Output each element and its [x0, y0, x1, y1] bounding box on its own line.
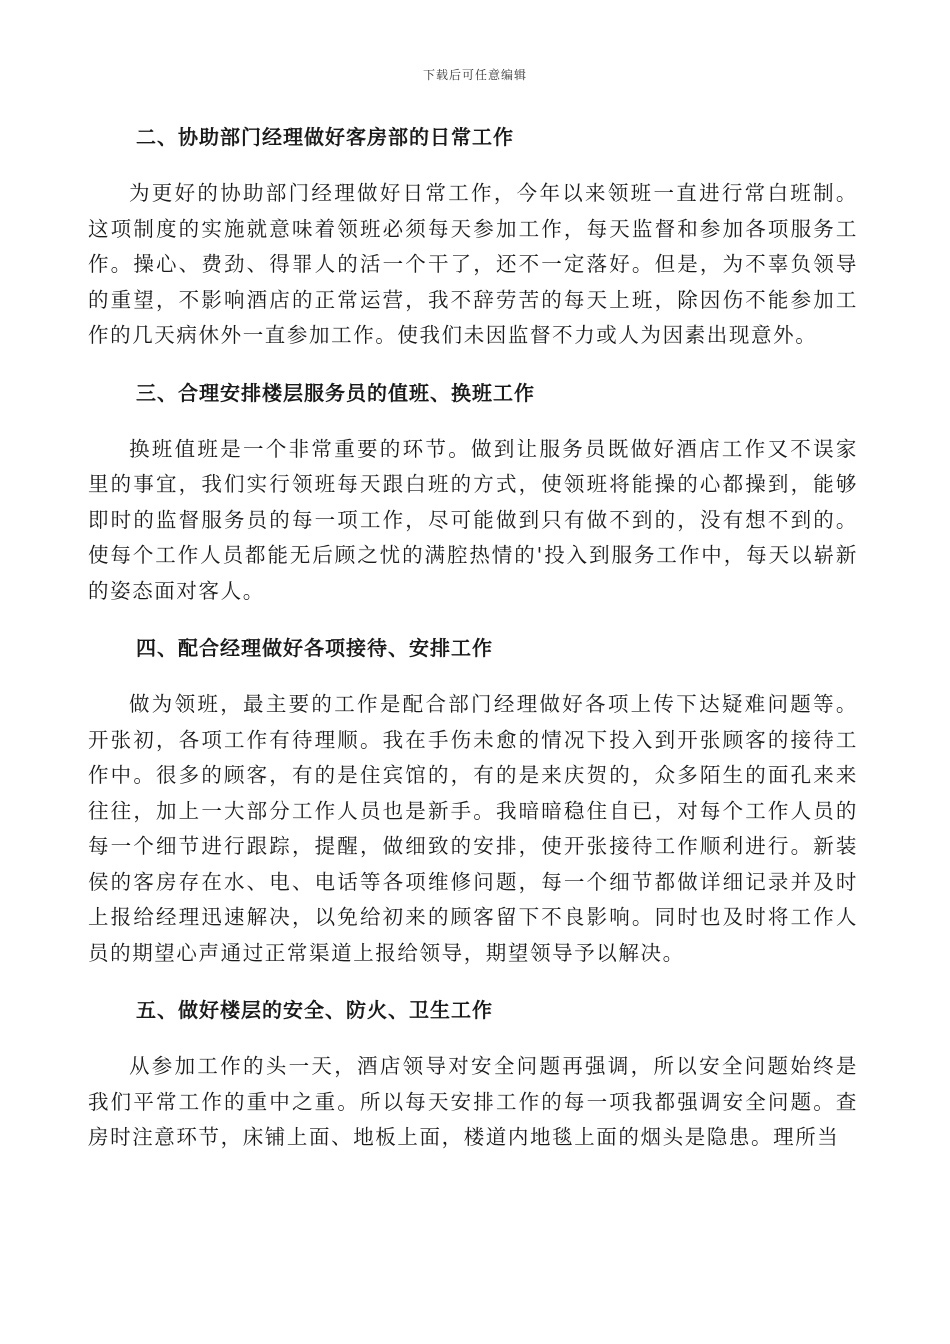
section-paragraph: 从参加工作的头一天，酒店领导对安全问题再强调，所以安全问题始终是我们平常工作的重中之重。所以每天安排工作的每一项我都强调安全问题。查房时注意环节，床铺上面、地板上面，楼道内地毯上面的烟头是隐患。理所当	[88, 1054, 858, 1149]
section-3	[88, 368, 858, 610]
section-title: 四、配合经理做好各项接待、安排工作	[136, 636, 493, 660]
section-4	[88, 623, 858, 971]
section-title: 三、合理安排楼层服务员的值班、换班工作	[136, 380, 535, 405]
section-5	[88, 985, 858, 1156]
section-paragraph: 做为领班，最主要的工作是配合部门经理做好各项上传下达疑难问题等。开张初，各项工作有待理顺。我在手伤未愈的情况下投入到开张顾客的接待工作中。很多的顾客，有的是住宾馆的，有的是来庆贺的，众多陌生的面孔来来往往，加上一大部分工作人员也是新手。我暗暗稳住自已，对每个工作人员的每一个细节进行跟踪，提醒，做细致的安排，使开张接待工作顺利进行。新装侯的客房存在水、电、电话等各项维修问题，每一个细节都做详细记录并及时上报给经理迅速解决，以免给初来的顾客留下不良影响。同时也及时将工作人员的期望心声通过正常渠道上报给领导，期望领导予以解决。	[88, 692, 858, 965]
document-body	[88, 112, 858, 1170]
header-note: 下载后可任意编辑	[422, 68, 527, 82]
section-title: 二、协助部门经理做好客房部的日常工作	[136, 125, 514, 149]
section-paragraph: 为更好的协助部门经理做好日常工作，今年以来领班一直进行常白班制。这项制度的实施就意味着领班必须每天参加工作，每天监督和参加各项服务工作。操心、费劲、得罪人的活一个干了，还不一定落好。但是，为不辜负领导的重望，不影响酒店的正常运营，我不辞劳苦的每天上班，除因伤不能参加工作的几天病休外一直参加工作。使我们未因监督不力或人为因素出现意外。	[88, 181, 858, 347]
section-2	[88, 112, 858, 354]
section-title: 五、做好楼层的安全、防火、卫生工作	[136, 998, 493, 1022]
section-paragraph: 换班值班是一个非常重要的环节。做到让服务员既做好酒店工作又不误家里的事宜，我们实行领班每天跟白班的方式，使领班将能操的心都操到，能够即时的监督服务员的每一项工作，尽可能做到只有做不到的，没有想不到的。使每个工作人员都能无后顾之忧的满腔热情的'投入到服务工作中，每天以崭新的姿态面对客人。	[88, 436, 858, 603]
